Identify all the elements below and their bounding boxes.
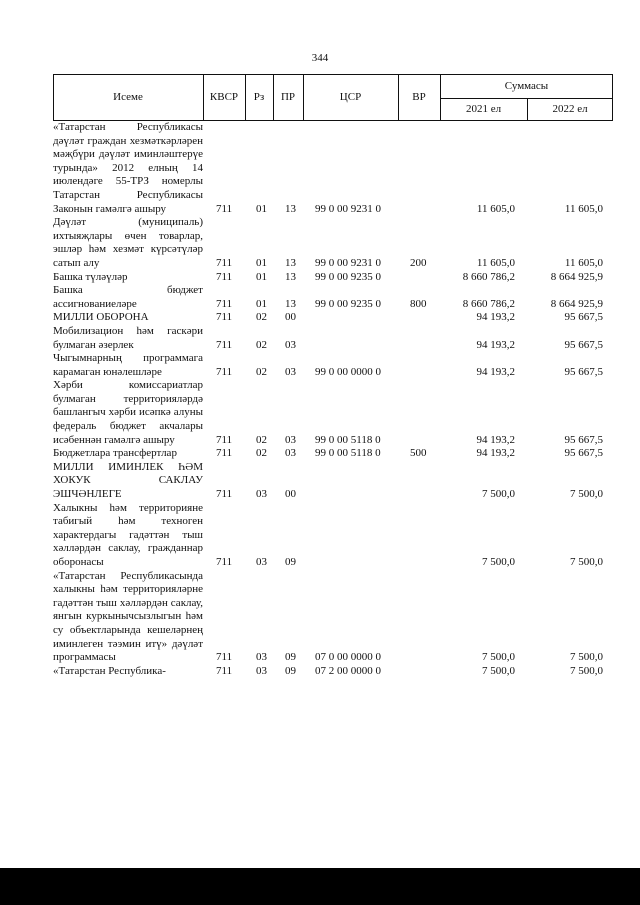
table-row (53, 447, 613, 461)
cell-kvsr: 711 (216, 664, 233, 677)
col-header-2022: 2022 ел (552, 103, 588, 115)
page-number: 344 (311, 52, 329, 64)
col-header-rz: Рз (253, 91, 265, 103)
cell-kvsr: 711 (216, 256, 233, 269)
col-header-kvsr: КВСР (209, 91, 239, 103)
table-row (53, 570, 613, 665)
table-row (53, 502, 613, 570)
cell-vr: 500 (410, 447, 427, 460)
cell-rz: 03 (256, 651, 267, 664)
cell-sum-2021: 94 193,2 (476, 433, 515, 446)
col-header-name: Исеме (113, 91, 143, 103)
row-name: Дәүләт (муниципаль) ихтыяҗлары өчен товарлар, эшләр һәм хезмәт күрсәтүләр сатып алу (53, 216, 203, 269)
cell-kvsr: 711 (216, 202, 233, 215)
cell-rz: 03 (256, 664, 267, 677)
cell-sum-2022: 95 667,5 (564, 447, 603, 460)
row-name: Чыгымнарның программага карамаган юнәлешләре (53, 352, 203, 378)
cell-sum-2022: 8 664 925,9 (550, 297, 603, 310)
cell-csr: 99 0 00 9231 0 (315, 256, 381, 269)
cell-rz: 02 (256, 338, 267, 351)
cell-vr: 200 (410, 256, 427, 269)
cell-rz: 02 (256, 447, 267, 460)
cell-sum-2021: 7 500,0 (482, 664, 515, 677)
table-row (53, 461, 613, 502)
row-name: «Татарстан Республикасында халыкны һәм территорияләрне гадәттән тыш хәлләрдән саклау, янгын куркынычсызлыгын һәм су объектларында кешеләрнең иминлеген тәэмин итү» дәүләт программасы (53, 569, 203, 664)
cell-pr: 03 (285, 433, 296, 446)
cell-kvsr: 711 (216, 488, 233, 501)
row-name: Бюджетлара трансфертлар (53, 447, 177, 460)
cell-pr: 13 (285, 297, 296, 310)
cell-kvsr: 711 (216, 365, 233, 378)
cell-rz: 03 (256, 556, 267, 568)
cell-sum-2021: 7 500,0 (482, 651, 515, 664)
cell-pr: 00 (285, 488, 296, 501)
cell-sum-2022: 95 667,5 (564, 433, 603, 446)
cell-rz: 02 (256, 365, 267, 378)
cell-csr: 07 2 00 0000 0 (315, 664, 381, 677)
cell-pr: 03 (285, 365, 296, 378)
table-row (53, 311, 613, 325)
cell-sum-2021: 7 500,0 (482, 488, 515, 501)
cell-kvsr: 711 (216, 270, 233, 283)
cell-rz: 03 (256, 488, 267, 501)
cell-rz: 01 (256, 297, 267, 310)
cell-csr: 07 0 00 0000 0 (315, 651, 381, 664)
col-header-csr: ЦСР (339, 91, 362, 103)
cell-sum-2022: 11 605,0 (564, 256, 603, 269)
cell-rz: 01 (256, 256, 267, 269)
cell-sum-2021: 7 500,0 (482, 556, 515, 568)
cell-pr: 00 (285, 311, 296, 324)
col-header-vr: ВР (412, 91, 426, 103)
cell-kvsr: 711 (216, 447, 233, 460)
cell-pr: 13 (285, 256, 296, 269)
table-row (53, 284, 613, 311)
cell-sum-2022: 8 664 925,9 (550, 270, 603, 283)
table-row (53, 325, 613, 352)
cell-sum-2022: 95 667,5 (564, 338, 603, 351)
budget-table-body (53, 121, 613, 678)
row-name: Халыкны һәм территорияне табигый һәм техноген характердагы гадәттән тыш хәлләрдән саклау, гражданнар оборонасы (53, 501, 203, 568)
cell-kvsr: 711 (216, 338, 233, 351)
cell-vr: 800 (410, 297, 427, 310)
cell-rz: 01 (256, 270, 267, 283)
cell-csr: 99 0 00 9235 0 (315, 270, 381, 283)
cell-sum-2021: 8 660 786,2 (462, 297, 515, 310)
cell-csr: 99 0 00 9235 0 (315, 297, 381, 310)
table-row (53, 665, 613, 679)
col-header-pr: ПР (280, 91, 296, 103)
cell-pr: 09 (285, 651, 296, 664)
table-row (53, 216, 613, 270)
cell-pr: 09 (285, 664, 296, 677)
cell-sum-2021: 94 193,2 (476, 365, 515, 378)
cell-kvsr: 711 (216, 311, 233, 324)
scan-bottom-edge (0, 868, 640, 905)
table-row (53, 379, 613, 447)
cell-sum-2021: 94 193,2 (476, 447, 515, 460)
header-top-border (53, 74, 613, 75)
cell-kvsr: 711 (216, 651, 233, 664)
cell-kvsr: 711 (216, 297, 233, 310)
cell-rz: 01 (256, 202, 267, 215)
cell-kvsr: 711 (216, 556, 233, 568)
cell-csr: 99 0 00 5118 0 (315, 433, 381, 446)
cell-sum-2021: 11 605,0 (476, 202, 515, 215)
table-header (53, 74, 613, 121)
row-name: МИЛЛИ ИМИНЛЕК ҺӘМ ХОКУК САКЛАУ ЭШЧӘНЛЕГЕ (53, 460, 203, 501)
row-name: Хәрби комиссариатлар булмаган территорияләрдә башлангыч хәрби исәпкә алуны федераль бюджет акчалары исәбеннән гамәлгә ашыру (53, 379, 203, 446)
row-name: Башка түләүләр (53, 270, 128, 283)
cell-sum-2021: 8 660 786,2 (462, 270, 515, 283)
table-row (53, 121, 613, 216)
cell-sum-2021: 94 193,2 (476, 338, 515, 351)
cell-sum-2022: 11 605,0 (564, 202, 603, 215)
cell-kvsr: 711 (216, 433, 233, 446)
cell-csr: 99 0 00 9231 0 (315, 202, 381, 215)
cell-sum-2021: 94 193,2 (476, 311, 515, 324)
cell-rz: 02 (256, 311, 267, 324)
table-row (53, 271, 613, 285)
cell-pr: 09 (285, 556, 296, 568)
row-name: «Татарстан Республика- (53, 664, 166, 677)
cell-pr: 03 (285, 338, 296, 351)
row-name: Мобилизацион һәм гаскәри булмаган әзерлек (53, 324, 203, 351)
cell-csr: 99 0 00 0000 0 (315, 365, 381, 378)
cell-sum-2022: 7 500,0 (570, 556, 603, 568)
cell-sum-2021: 11 605,0 (476, 256, 515, 269)
cell-pr: 03 (285, 447, 296, 460)
cell-pr: 13 (285, 270, 296, 283)
cell-sum-2022: 7 500,0 (570, 664, 603, 677)
col-header-2021: 2021 ел (465, 103, 502, 115)
col-header-sums: Суммасы (504, 80, 549, 92)
table-row (53, 352, 613, 379)
row-name: МИЛЛИ ОБОРОНА (53, 311, 149, 324)
row-name: Башка бюджет ассигнованиеләре (53, 284, 203, 310)
cell-sum-2022: 95 667,5 (564, 365, 603, 378)
cell-rz: 02 (256, 433, 267, 446)
cell-csr: 99 0 00 5118 0 (315, 447, 381, 460)
cell-sum-2022: 7 500,0 (570, 651, 603, 664)
cell-sum-2022: 95 667,5 (564, 311, 603, 324)
cell-pr: 13 (285, 202, 296, 215)
row-name: «Татарстан Республикасы дәүләт граждан хезмәткәрләрен мәҗбүри дәүләт иминләштерүе турында» 2012 елның 14 июлендәге 55-ТРЗ номерлы Татарстан Республикасы Законын гамәлгә ашыру (53, 121, 203, 215)
cell-sum-2022: 7 500,0 (570, 488, 603, 501)
